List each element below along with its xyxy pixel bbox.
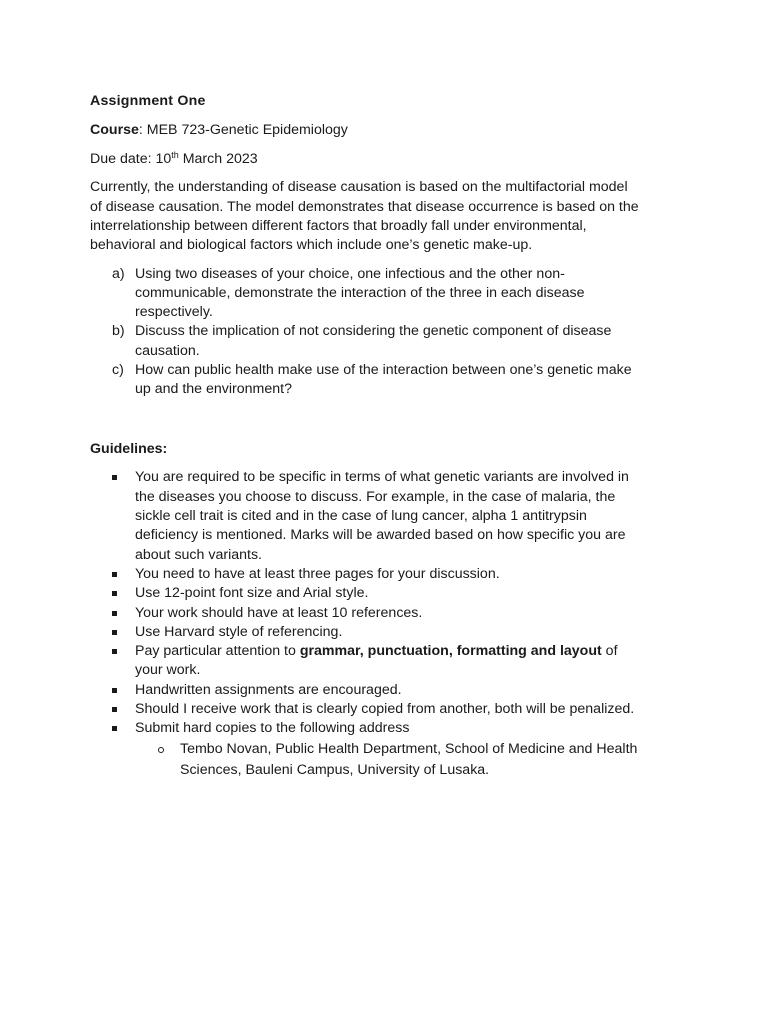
guideline-line: about such variants.: [135, 546, 262, 563]
guideline-line: [135, 642, 680, 661]
question-item: [90, 322, 680, 361]
guideline-line: your work.: [135, 662, 201, 679]
intro-paragraph: [90, 178, 680, 255]
intro-line: behavioral and biological factors which include one’s genetic make-up.: [90, 237, 533, 254]
guideline-item: [90, 642, 680, 681]
question-line: causation.: [135, 342, 200, 359]
guideline-item: [90, 565, 680, 584]
address-line: Sciences, Bauleni Campus, University of Lusaka.: [180, 762, 490, 779]
guidelines-list: [90, 468, 680, 781]
guideline-text: of: [601, 643, 618, 660]
square-bullet-icon: [112, 611, 117, 616]
guideline-line: Should I receive work that is clearly copied from another, both will be penalized.: [135, 701, 635, 718]
due-date-line: [90, 150, 680, 169]
intro-line: of disease causation. The model demonstrates that disease occurrence is based on the: [90, 198, 639, 215]
guideline-item: [90, 719, 680, 781]
guideline-line: Use Harvard style of referencing.: [135, 623, 343, 640]
address-line: Tembo Novan, Public Health Department, School of Medicine and Health: [180, 740, 638, 757]
guideline-line: sickle cell trait is cited and in the case of lung cancer, alpha 1 antitrypsin: [135, 508, 587, 525]
course-line: [90, 121, 680, 140]
question-line: How can public health make use of the interaction between one’s genetic make: [135, 362, 632, 379]
square-bullet-icon: [112, 649, 117, 654]
square-bullet-icon: [112, 726, 117, 731]
guideline-line: Use 12-point font size and Arial style.: [135, 585, 369, 602]
circle-bullet-icon: [158, 747, 164, 753]
question-marker: a): [112, 265, 125, 282]
guideline-line: Handwritten assignments are encouraged.: [135, 681, 402, 698]
square-bullet-icon: [112, 707, 117, 712]
guideline-line: Your work should have at least 10 references.: [135, 604, 423, 621]
due-date-suffix: March 2023: [178, 150, 258, 167]
question-item: [90, 265, 680, 323]
question-item: [90, 361, 680, 400]
question-line: respectively.: [135, 304, 213, 321]
address-list: [135, 739, 680, 782]
question-marker: b): [112, 323, 125, 340]
address-item: [135, 739, 680, 782]
guideline-item: [90, 584, 680, 603]
guideline-line: the diseases you choose to discuss. For example, in the case of malaria, the: [135, 488, 616, 505]
assignment-title: Assignment One: [90, 93, 206, 109]
guideline-line: You are required to be specific in terms of what genetic variants are involved in: [135, 469, 629, 486]
intro-line: interrelationship between different factors that broadly fall under environmental,: [90, 217, 587, 234]
due-date-prefix: Due date: 10: [90, 150, 172, 167]
course-label: Course: [90, 121, 139, 138]
document-page: [90, 92, 680, 782]
guideline-line: You need to have at least three pages for your discussion.: [135, 565, 500, 582]
guidelines-heading: Guidelines:: [90, 440, 168, 457]
guideline-item: [90, 681, 680, 700]
guideline-item: [90, 604, 680, 623]
guideline-emphasis: grammar, punctuation, formatting and layout: [299, 643, 602, 660]
guideline-item: [90, 623, 680, 642]
guideline-item: [90, 468, 680, 564]
guideline-line: Submit hard copies to the following address: [135, 720, 410, 737]
question-list: [90, 265, 680, 400]
intro-line: Currently, the understanding of disease causation is based on the multifactorial model: [90, 179, 628, 196]
square-bullet-icon: [112, 475, 117, 480]
question-line: Discuss the implication of not considering the genetic component of disease: [135, 323, 612, 340]
square-bullet-icon: [112, 630, 117, 635]
question-marker: c): [112, 362, 124, 379]
square-bullet-icon: [112, 572, 117, 577]
square-bullet-icon: [112, 591, 117, 596]
course-value: : MEB 723-Genetic Epidemiology: [138, 121, 348, 138]
square-bullet-icon: [112, 688, 117, 693]
question-line: communicable, demonstrate the interaction of the three in each disease: [135, 284, 585, 301]
question-line: up and the environment?: [135, 381, 292, 398]
guideline-text: Pay particular attention to: [135, 643, 300, 660]
guideline-item: [90, 700, 680, 719]
question-line: Using two diseases of your choice, one infectious and the other non-: [135, 265, 565, 282]
guideline-line: deficiency is mentioned. Marks will be awarded based on how specific you are: [135, 527, 626, 544]
due-date-sup: th: [171, 149, 179, 160]
